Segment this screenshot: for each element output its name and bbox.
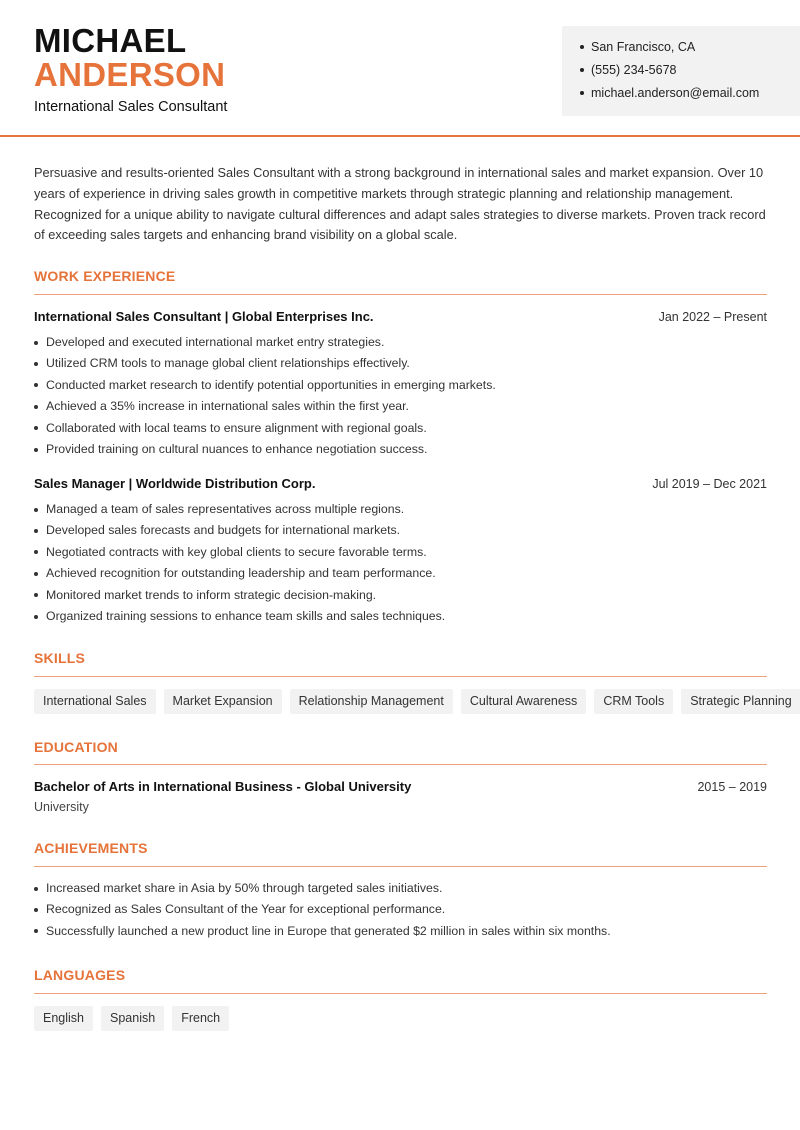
section-title-skills: SKILLS [34,650,85,666]
achievement-bullets [34,878,767,942]
job-role: International Sales Consultant | Global Enterprises Inc. [34,309,374,324]
bullet-icon [34,593,38,597]
skill-chip: Strategic Planning [681,689,800,714]
education-header [34,779,767,794]
language-chips [34,1006,229,1031]
bullet-icon [34,550,38,554]
job-header [34,476,767,491]
skill-chip: Relationship Management [290,689,453,714]
bullet-icon [34,362,38,366]
bullet-text: Utilized CRM tools to manage global client relationships effectively. [46,356,410,371]
skill-chip: CRM Tools [594,689,673,714]
bullet-text: Achieved a 35% increase in international sales within the first year. [46,399,409,414]
job-dates: Jan 2022 – Present [658,310,767,324]
bullet-icon [34,508,38,512]
list-item [34,563,767,584]
bullet-icon [34,887,38,891]
skill-chip: Market Expansion [164,689,282,714]
list-item [34,353,767,374]
section-divider [34,676,767,677]
list-item [34,878,767,899]
bullet-icon [34,572,38,576]
email-text[interactable]: michael.anderson@email.com [591,86,760,100]
bullet-text: Collaborated with local teams to ensure alignment with regional goals. [46,420,427,435]
list-item [34,921,767,942]
list-item [34,585,767,606]
last-name: ANDERSON [34,56,226,93]
resume-header [0,0,800,137]
bullet-icon [34,448,38,452]
language-chip: Spanish [101,1006,164,1031]
bullet-icon [34,405,38,409]
bullet-text: Organized training sessions to enhance team skills and sales techniques. [46,608,446,623]
bullet-text: Managed a team of sales representatives across multiple regions. [46,502,405,516]
bullet-text: Achieved recognition for outstanding leadership and team performance. [46,566,436,581]
list-item [34,418,767,439]
bullet-icon [34,929,38,933]
contact-email[interactable] [580,86,759,100]
bullet-icon [34,426,38,430]
bullet-icon [34,908,38,912]
bullet-text: Developed and executed international market entry strategies. [46,335,385,349]
list-item [34,542,767,563]
contact-phone [580,63,676,77]
section-title-education: EDUCATION [34,739,118,755]
bullet-text: Conducted market research to identify potential opportunities in emerging markets. [46,377,496,392]
section-title-languages: LANGUAGES [34,967,126,983]
job-title: International Sales Consultant [34,99,228,115]
section-divider [34,993,767,994]
degree-title: Bachelor of Arts in International Business - Global University [34,779,412,794]
bullet-icon [34,529,38,533]
list-item [34,439,767,460]
language-chip: English [34,1006,93,1031]
phone-text: (555) 234-5678 [591,63,677,77]
bullet-text: Provided training on cultural nuances to enhance negotiation success. [46,441,428,456]
bullet-icon [580,45,584,49]
bullet-text: Increased market share in Asia by 50% through targeted sales initiatives. [46,881,443,895]
contact-box [562,26,800,116]
bullet-text: Recognized as Sales Consultant of the Year for exceptional performance. [46,902,446,917]
section-title-achievements: ACHIEVEMENTS [34,840,148,856]
job-header [34,309,767,324]
job-role: Sales Manager | Worldwide Distribution Corp. [34,476,316,491]
list-item [34,499,767,520]
section-divider [34,866,767,867]
list-item [34,375,767,396]
bullet-text: Developed sales forecasts and budgets for international markets. [46,523,401,538]
bullet-icon [34,615,38,619]
skills-chips [34,689,800,714]
list-item [34,332,767,353]
first-name: MICHAEL [34,22,187,59]
education-dates: 2015 – 2019 [697,780,767,794]
list-item [34,520,767,541]
language-chip: French [172,1006,229,1031]
list-item [34,396,767,417]
institution-name: University [34,800,89,814]
list-item [34,899,767,920]
job-bullets [34,499,767,627]
professional-summary: Persuasive and results-oriented Sales Consultant with a strong background in international sales and market expansion. Over 10 years of experience in driving sales growth in competitive markets through strategic planning and relationship management. Recognized for a unique ability to navigate cultural differences and adapt sales strategies to diverse markets. Proven track record of exceeding sales targets and enhancing brand visibility on a global scale. [34,165,766,243]
bullet-text: Negotiated contracts with key global clients to secure favorable terms. [46,544,427,559]
bullet-text: Monitored market trends to inform strategic decision-making. [46,587,377,602]
section-title-work: WORK EXPERIENCE [34,268,176,284]
bullet-icon [34,341,38,345]
job-bullets [34,332,767,460]
bullet-text: Successfully launched a new product line in Europe that generated $2 million in sales within six months. [46,923,611,938]
contact-location [580,40,695,54]
bullet-icon [580,91,584,95]
location-text: San Francisco, CA [591,40,696,54]
skill-chip: International Sales [34,689,156,714]
section-divider [34,764,767,765]
skill-chip: Cultural Awareness [461,689,586,714]
bullet-icon [580,68,584,72]
list-item [34,606,767,627]
job-dates: Jul 2019 – Dec 2021 [652,477,767,491]
section-divider [34,294,767,295]
bullet-icon [34,383,38,387]
